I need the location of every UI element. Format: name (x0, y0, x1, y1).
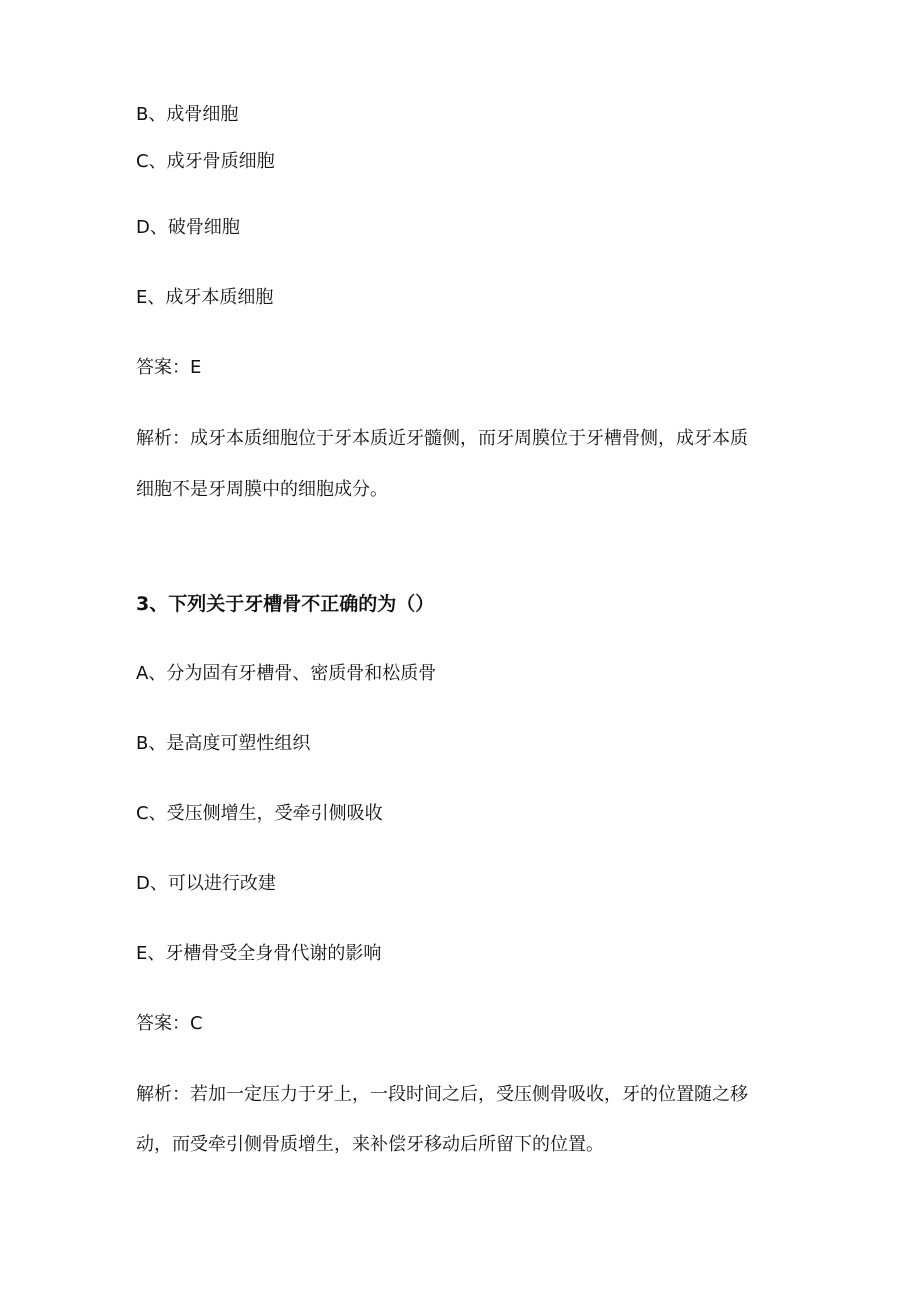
q3-answer: 答案：C (136, 1013, 203, 1034)
q2-option-d: D、破骨细胞 (136, 217, 240, 238)
q2-option-b: B、成骨细胞 (136, 104, 239, 125)
q3-explanation-line-1: 解析：若加一定压力于牙上，一段时间之后，受压侧骨吸收，牙的位置随之移 (136, 1084, 748, 1105)
q2-explanation-line-1: 解析：成牙本质细胞位于牙本质近牙髓侧，而牙周膜位于牙槽骨侧，成牙本质 (136, 428, 748, 449)
q3-option-d: D、可以进行改建 (136, 873, 276, 894)
q2-explanation-line-2: 细胞不是牙周膜中的细胞成分。 (136, 479, 388, 500)
q2-option-e: E、成牙本质细胞 (136, 287, 274, 308)
q3-explanation-line-2: 动，而受牵引侧骨质增生，来补偿牙移动后所留下的位置。 (136, 1134, 604, 1155)
q3-question: 3、下列关于牙槽骨不正确的为（） (136, 593, 435, 615)
q3-option-a: A、分为固有牙槽骨、密质骨和松质骨 (136, 663, 437, 684)
q3-option-c: C、受压侧增生，受牵引侧吸收 (136, 803, 383, 824)
q2-option-c: C、成牙骨质细胞 (136, 151, 275, 172)
q2-answer: 答案：E (136, 357, 202, 378)
q3-option-e: E、牙槽骨受全身骨代谢的影响 (136, 943, 382, 964)
q3-option-b: B、是高度可塑性组织 (136, 733, 311, 754)
